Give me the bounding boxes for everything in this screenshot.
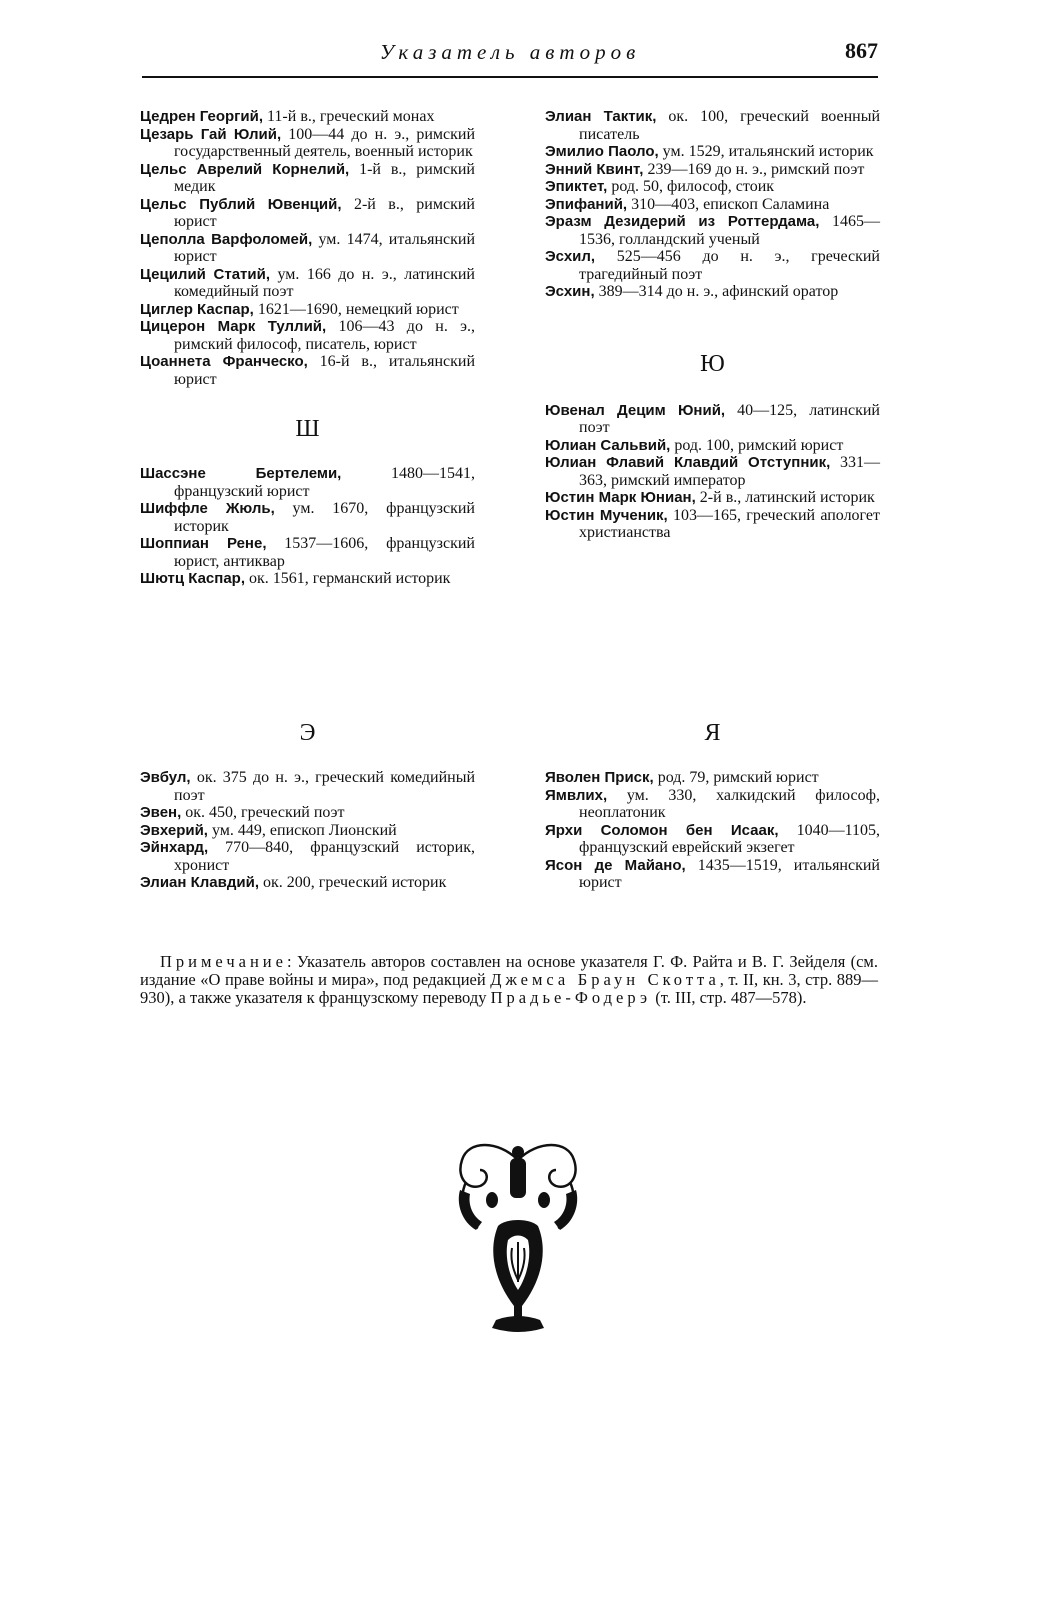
index-entry: [140, 535, 475, 570]
author-name: Эсхин,: [545, 283, 595, 300]
index-entry: [545, 108, 880, 143]
index-entry: [140, 804, 475, 822]
right-column: [545, 108, 880, 542]
author-description: 1435—1519, итальянский юрист: [579, 856, 880, 891]
author-description: 770—840, французский историк, хронист: [174, 839, 475, 874]
author-description: ум. 1474, итальянский юрист: [174, 230, 475, 265]
index-entry: [140, 353, 475, 388]
author-name: Элиан Тактик,: [545, 108, 657, 125]
author-name: Цедрен Георгий,: [140, 108, 264, 125]
author-description: род. 50, философ, стоик: [607, 178, 775, 195]
author-name: Шютц Каспар,: [140, 570, 245, 587]
note-translator: Прадье-Фодерэ: [490, 988, 652, 1007]
author-name: Эйнхард,: [140, 839, 209, 856]
author-description: род. 100, римский юрист: [670, 436, 844, 454]
author-description: 2-й в., римский юрист: [174, 195, 475, 230]
index-entry: [140, 108, 475, 126]
index-entry: [140, 266, 475, 301]
index-entry: [140, 126, 475, 161]
author-name: Ямвлих,: [545, 786, 608, 804]
author-description: ум. 1529, итальянский историк: [658, 143, 874, 160]
author-name: Яволен Приск,: [545, 769, 654, 786]
index-entry: [545, 196, 880, 214]
author-description: 106—43 до н. э., римский философ, писатель, юрист: [174, 318, 475, 353]
index-entry: [545, 822, 880, 857]
note-text-1: : Указатель авторов составлен на основе указателя Г. Ф. Райта и В. Г. Зейделя (см. издание «О праве войны и мира», под редакцией: [140, 952, 878, 989]
author-name: Цельс Публий Ювенций,: [140, 195, 342, 213]
author-description: 1040—1105, французский еврейский экзегет: [579, 821, 881, 856]
author-description: 11-й в., греческий монах: [263, 108, 435, 125]
entry-list-yu: [545, 402, 880, 542]
author-description: 1-й в., римский медик: [174, 160, 475, 195]
index-entry: [140, 839, 475, 874]
author-description: ум. 330, халкидский философ, неоплатоник: [579, 786, 880, 821]
lower-right-column: [545, 720, 880, 892]
note-text-2: , т. II, кн. 3, стр. 889—930), а также указателя к французскому переводу: [140, 970, 878, 1007]
index-entry: [545, 857, 880, 892]
running-title: Указатель авторов: [379, 40, 641, 64]
note-editor: Джемса Браун Скотта: [490, 970, 720, 989]
footnote: [140, 953, 878, 1007]
author-description: 1537—1606, французский юрист, антиквар: [174, 535, 475, 570]
author-name: Эразм Дезидерий из Роттердама,: [545, 213, 820, 230]
index-entry: [545, 787, 880, 822]
index-entry: [140, 500, 475, 535]
page-header: [142, 36, 878, 78]
index-entry: [545, 143, 880, 161]
author-name: Цецилий Статий,: [140, 265, 270, 283]
section-letter-sha: Ш: [295, 416, 320, 442]
author-name: Эсхил,: [545, 248, 596, 265]
author-name: Эвбул,: [140, 769, 191, 786]
index-entry: [140, 465, 475, 500]
author-name: Цоаннета Франческо,: [140, 353, 308, 370]
author-description: 331—363, римский император: [579, 454, 881, 489]
index-entry: [140, 161, 475, 196]
lower-left-column: [140, 720, 475, 892]
page-number: 867: [845, 38, 878, 63]
author-name: Шиффле Жюль,: [140, 500, 275, 517]
author-name: Эвен,: [140, 804, 182, 821]
author-name: Ясон де Майано,: [545, 856, 686, 874]
author-name: Ювенал Децим Юний,: [545, 401, 726, 419]
author-name: Циглер Каспар,: [140, 300, 254, 318]
author-name: Шассэне Бертелеми,: [140, 465, 342, 482]
index-entry: [545, 248, 880, 283]
index-entry: [140, 570, 475, 588]
author-name: Эмилио Паоло,: [545, 143, 659, 160]
index-entry: [140, 231, 475, 266]
author-name: Ярхи Соломон бен Исаак,: [545, 821, 779, 839]
author-description: 100—44 до н. э., римский государственный деятель, военный историк: [174, 125, 476, 160]
author-description: 16-й в., итальянский юрист: [174, 353, 476, 388]
section-letter-ya: Я: [704, 720, 721, 746]
section-letter-yu: Ю: [700, 350, 725, 377]
entry-list-e-cont: [545, 108, 880, 301]
author-description: 103—165, греческий апологет христианства: [579, 506, 880, 541]
index-entry: [545, 161, 880, 179]
section-letter-e: Э: [299, 720, 316, 746]
author-name: Цезарь Гай Юлий,: [140, 125, 282, 143]
index-entry: [545, 178, 880, 196]
author-name: Юлиан Сальвий,: [545, 436, 671, 454]
author-description: 1465—1536, голландский ученый: [579, 213, 881, 248]
index-entry: [140, 318, 475, 353]
author-description: 239—169 до н. э., римский поэт: [643, 160, 865, 178]
index-entry: [545, 769, 880, 787]
author-name: Юстин Марк Юниан,: [545, 489, 696, 506]
author-name: Цельс Аврелий Корнелий,: [140, 160, 350, 178]
index-entry: [140, 822, 475, 840]
author-description: ок. 450, греческий поэт: [181, 804, 345, 821]
author-description: ок. 1561, германский историк: [245, 570, 451, 587]
index-entry: [545, 454, 880, 489]
index-entry: [545, 213, 880, 248]
author-description: 2-й в., латинский историк: [695, 489, 875, 506]
author-name: Элиан Клавдий,: [140, 874, 259, 891]
note-text-3: (т. III, стр. 487—578).: [651, 988, 807, 1007]
index-entry: [545, 283, 880, 301]
author-name: Эпиктет,: [545, 178, 608, 195]
author-description: ум. 1670, французский историк: [174, 500, 475, 535]
author-description: ок. 375 до н. э., греческий комедийный поэт: [174, 769, 475, 804]
author-name: Цицерон Марк Туллий,: [140, 318, 327, 335]
index-entry: [545, 489, 880, 507]
author-description: 40—125, латинский поэт: [579, 401, 880, 436]
entry-list-ts: [140, 108, 475, 388]
index-entry: [140, 874, 475, 892]
entry-list-ya: [545, 769, 880, 892]
author-name: Эвхерий,: [140, 821, 208, 839]
author-description: ум. 449, епископ Лионский: [207, 821, 397, 839]
left-column: [140, 108, 475, 588]
note-label: Примечание: [160, 952, 287, 971]
index-entry: [140, 769, 475, 804]
author-name: Шоппиан Рене,: [140, 535, 267, 552]
author-name: Юстин Мученик,: [545, 506, 668, 524]
index-entry: [140, 301, 475, 319]
author-description: ок. 100, греческий военный писатель: [579, 108, 881, 143]
author-description: 1621—1690, немецкий юрист: [253, 300, 459, 318]
index-entry: [545, 507, 880, 542]
author-name: Энний Квинт,: [545, 160, 644, 178]
author-description: 525—456 до н. э., греческий трагедийный поэт: [579, 248, 880, 283]
author-description: 1480—1541, французский юрист: [174, 465, 475, 500]
author-description: ум. 166 до н. э., латинский комедийный поэт: [174, 265, 475, 300]
author-name: Эпифаний,: [545, 195, 628, 213]
index-entry: [545, 402, 880, 437]
index-entry: [140, 196, 475, 231]
author-description: 389—314 до н. э., афинский оратор: [594, 283, 839, 300]
author-description: род. 79, римский юрист: [653, 769, 819, 786]
entry-list-e: [140, 769, 475, 892]
entry-list-sha: [140, 465, 475, 588]
author-description: 310—403, епископ Саламина: [627, 195, 830, 213]
author-description: ок. 200, греческий историк: [259, 874, 447, 891]
author-name: Юлиан Флавий Клавдий Отступник,: [545, 454, 831, 471]
vase-ornament-icon: [448, 1130, 588, 1348]
index-entry: [545, 437, 880, 455]
author-name: Цеполла Варфоломей,: [140, 230, 313, 248]
